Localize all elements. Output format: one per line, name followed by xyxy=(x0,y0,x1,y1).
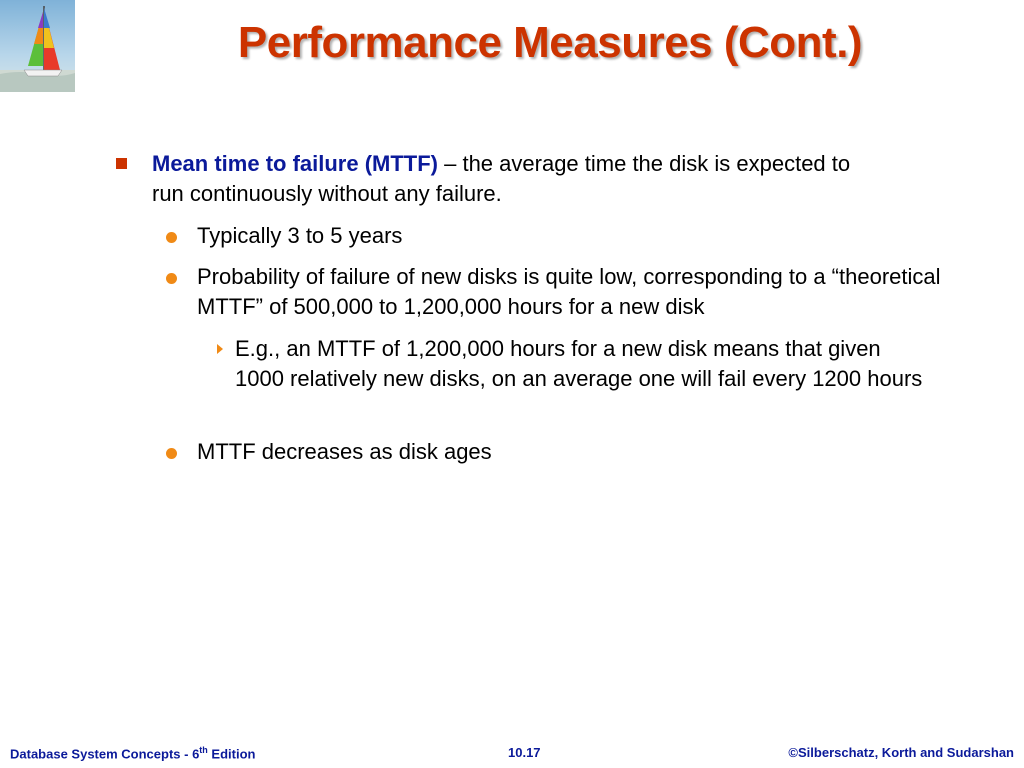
sub-bullet-probability: Probability of failure of new disks is quite low, corresponding to a “theoretical MTTF” of 500,000 to 1,200,000 hours for a new disk xyxy=(197,264,941,319)
term-mttf: Mean time to failure (MTTF) xyxy=(152,151,438,176)
sub-sub-bullet-example: E.g., an MTTF of 1,200,000 hours for a new disk means that given 1000 relatively new disks, on an average one will fail every 1200 hours xyxy=(235,336,923,391)
definition-mttf: – the average time the disk is expected to run continuously without any failure. xyxy=(152,151,851,206)
footer-edition-text: Edition xyxy=(207,746,256,762)
dot-bullet-icon xyxy=(166,273,177,284)
footer-book-title-text: Database System Concepts - 6 xyxy=(10,746,200,762)
sub-bullet-decreases: MTTF decreases as disk ages xyxy=(197,439,492,464)
footer-copyright: ©Silberschatz, Korth and Sudarshan xyxy=(788,745,1014,760)
dot-bullet-icon xyxy=(166,232,177,243)
footer-book-title xyxy=(10,745,255,765)
slide-title: Performance Measures (Cont.) xyxy=(237,18,863,67)
arrow-bullet-icon xyxy=(217,344,223,354)
footer-edition-sup: th xyxy=(199,745,208,755)
sub-bullet-years: Typically 3 to 5 years xyxy=(197,223,403,248)
square-bullet-icon xyxy=(116,158,127,169)
dot-bullet-icon xyxy=(166,448,177,459)
bullet-mttf xyxy=(152,149,852,209)
footer-slide-number: 10.17 xyxy=(508,745,541,760)
